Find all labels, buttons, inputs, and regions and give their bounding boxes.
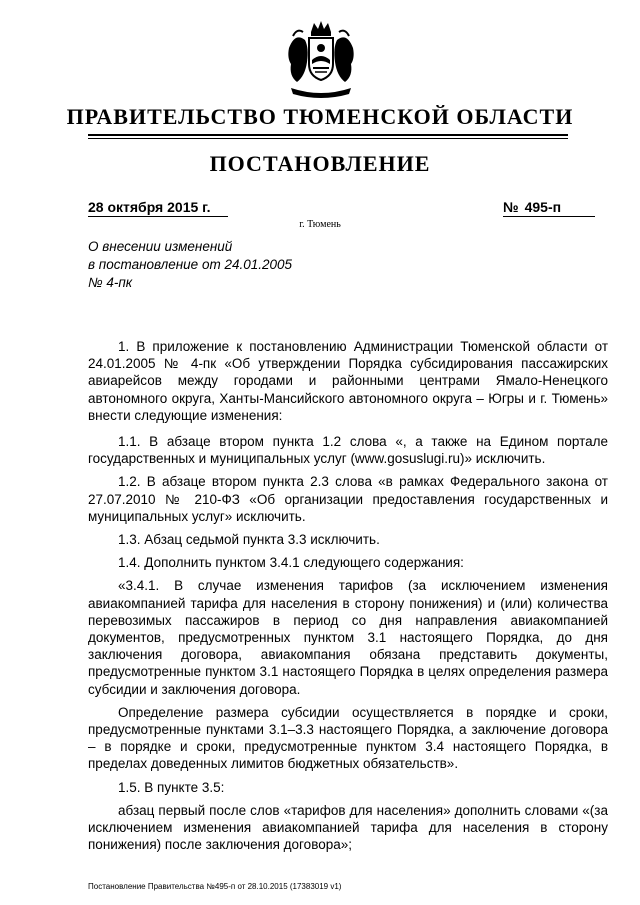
document-body bbox=[88, 338, 608, 859]
document-city: г. Тюмень bbox=[299, 219, 341, 230]
header-divider bbox=[88, 134, 568, 136]
document-number: 495-п bbox=[524, 199, 562, 215]
document-date: 28 октября 2015 г. bbox=[88, 199, 228, 217]
body-paragraph: 1.2. В абзаце втором пункта 2.3 слова «в рамках Федерального закона от 27.07.2010 № 210-ФЗ «Об организации предоставления государственных и муниципальных услуг» исключить. bbox=[88, 474, 608, 524]
body-paragraph: 1.1. В абзаце втором пункта 1.2 слова «, а также на Едином портале государственных и муниципальных услуг (www.gosuslugi.ru)» исключить. bbox=[88, 434, 608, 467]
document-footer: Постановление Правительства №495-п от 28.10.2015 (17383019 v1) bbox=[88, 882, 342, 891]
body-paragraph: 1.4. Дополнить пунктом 3.4.1 следующего содержания: bbox=[118, 555, 464, 571]
body-paragraph: «3.4.1. В случае изменения тарифов (за исключением изменения авиакомпанией тарифа для населения в сторону понижения) и (или) количества перевозимых пассажиров в период со дня направления авиакомпанией документов, предусмотренных пунктом 3.1 настоящего Порядка, до дня заключения договора, авиакомпания обязана представить документы, предусмотренные пунктом 3.1 настоящего Порядка в целях определения размера субсидии и заключения договора. bbox=[88, 578, 608, 697]
coat-of-arms-icon bbox=[283, 18, 359, 102]
body-paragraph: Определение размера субсидии осуществляется в порядке и сроки, предусмотренные пунктами 3.1–3.3 настоящего Порядка, а заключение договора – в порядке и сроки, предусмотренные пунктом 3.4 настоящего Порядка, в пределах доведенных лимитов бюджетных обязательств». bbox=[88, 704, 608, 772]
body-paragraph: 1.3. Абзац седьмой пункта 3.3 исключить. bbox=[118, 532, 380, 548]
subject-line: О внесении изменений bbox=[88, 239, 233, 254]
number-sign: № bbox=[503, 199, 519, 215]
government-title: ПРАВИТЕЛЬСТВО ТЮМЕНСКОЙ ОБЛАСТИ bbox=[66, 104, 574, 129]
document-type: ПОСТАНОВЛЕНИЕ bbox=[209, 151, 431, 176]
body-paragraph: абзац первый после слов «тарифов для населения» дополнить словами «(за исключением изменения авиакомпанией тарифа для населения в сторону понижения) после заключения договора»; bbox=[88, 802, 608, 853]
document-subject bbox=[88, 238, 292, 292]
body-paragraph: 1.5. В пункте 3.5: bbox=[118, 779, 225, 795]
subject-line: № 4-пк bbox=[88, 275, 133, 290]
subject-line: в постановление от 24.01.2005 bbox=[88, 257, 293, 272]
header-divider-thin bbox=[88, 138, 568, 139]
body-paragraph: 1. В приложение к постановлению Администрации Тюменской области от 24.01.2005 № 4-пк «Об утверждении Порядка субсидирования пассажирских авиарейсов между городами и районными центрами Ямало-Ненецкого автономного округа, Ханты-Мансийского автономного округа – Югры и г. Тюмень» внести следующие изменения: bbox=[88, 339, 608, 423]
document-number-field bbox=[503, 199, 595, 217]
